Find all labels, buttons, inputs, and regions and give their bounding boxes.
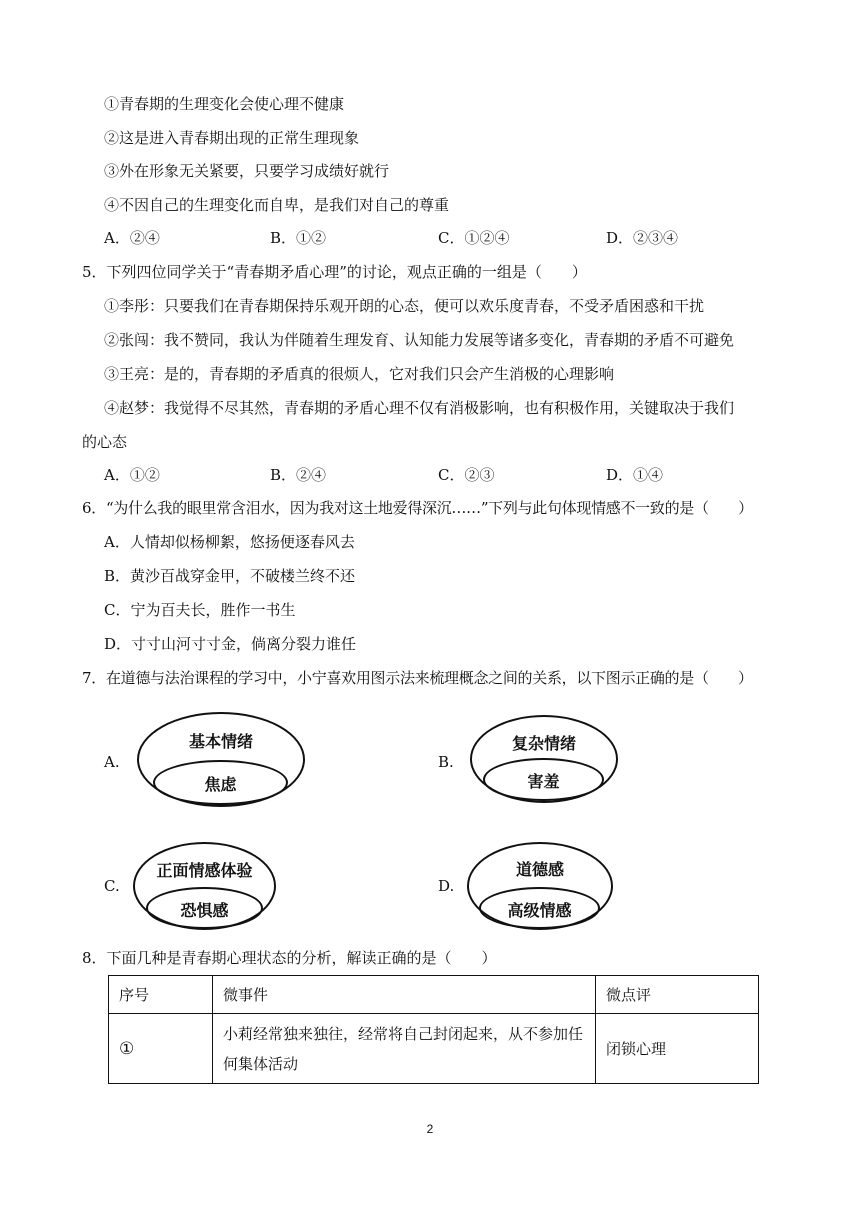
q7-diagram-a-label: A.: [104, 753, 120, 771]
table-header-cell: 微事件: [213, 976, 596, 1014]
q7-diagram-c-label: C.: [104, 877, 120, 895]
table-cell: 小莉经常独来独往，经常将自己封闭起来，从不参加任何集体活动: [213, 1014, 596, 1084]
q7-stem: 7．在道德与法治课程的学习中，小宁喜欢用图示法来梳理概念之间的关系，以下图示正确的是（ ）: [82, 669, 753, 687]
q5-option-b: B．②④: [270, 466, 327, 484]
q7-diagram-b-outer-text: 复杂情绪: [511, 734, 576, 753]
table-header-cell: 序号: [109, 976, 213, 1014]
q6-option-c: C．宁为百夫长，胜作一书生: [104, 601, 296, 619]
q6-stem: 6．“为什么我的眼里常含泪水，因为我对这土地爱得深沉……”下列与此句体现情感不一致的是（ ）: [82, 499, 753, 517]
q4-option-c: C．①②④: [438, 229, 510, 247]
q5-item-4: ④赵梦：我觉得不尽其然，青春期的矛盾心理不仅有消极影响，也有积极作用，关键取决于我们: [104, 399, 735, 417]
q6-option-a: A．人情却似杨柳絮，悠扬便逐春风去: [104, 533, 355, 551]
q5-item-3: ③王亮：是的，青春期的矛盾真的很烦人，它对我们只会产生消极的心理影响: [104, 365, 615, 383]
q4-item-4: ④不因自己的生理变化而自卑，是我们对自己的尊重: [104, 196, 450, 214]
table-row: [109, 1014, 759, 1084]
q7-diagram-d-outer-text: 道德感: [515, 860, 564, 879]
q7-diagram-c-outer-text: 正面情感体验: [156, 861, 253, 880]
q7-diagram-c-inner-text: 恐惧感: [180, 901, 229, 920]
table-header-row: [109, 976, 759, 1014]
table-header-cell: 微点评: [596, 976, 759, 1014]
q5-option-c: C．②③: [438, 466, 495, 484]
q7-diagram-b-inner-text: 害羞: [527, 772, 560, 791]
q8-table: [108, 975, 759, 1084]
q7-diagram-d-label: D.: [438, 877, 455, 895]
page-number: 2: [426, 1122, 434, 1136]
q7-diagram-a-outer-text: 基本情绪: [188, 732, 253, 751]
table-cell: 闭锁心理: [596, 1014, 759, 1084]
q4-item-3: ③外在形象无关紧要，只要学习成绩好就行: [104, 162, 390, 180]
table-cell: ①: [109, 1014, 213, 1084]
q5-item-2: ②张闯：我不赞同，我认为伴随着生理发育、认知能力发展等诸多变化，青春期的矛盾不可避免: [104, 331, 735, 349]
q4-option-b: B．①②: [270, 229, 327, 247]
q5-option-d: D．①④: [606, 466, 664, 484]
q4-item-1: ①青春期的生理变化会使心理不健康: [104, 95, 345, 113]
q4-option-d: D．②③④: [606, 229, 679, 247]
q4-item-2: ②这是进入青春期出现的正常生理现象: [104, 129, 360, 147]
q5-item-4-cont: 的心态: [82, 433, 128, 451]
q7-diagram-d-inner-text: 高级情感: [507, 901, 572, 920]
q4-option-a: A．②④: [104, 229, 160, 247]
q6-option-b: B．黄沙百战穿金甲，不破楼兰终不还: [104, 567, 356, 585]
q7-diagram-a-inner-text: 焦虑: [204, 775, 237, 794]
q5-option-a: A．①②: [104, 466, 160, 484]
q5-item-1: ①李彤：只要我们在青春期保持乐观开朗的心态，便可以欢乐度青春，不受矛盾困惑和干扰: [104, 297, 705, 315]
q5-stem: 5．下列四位同学关于“青春期矛盾心理”的讨论，观点正确的一组是（ ）: [82, 263, 587, 281]
q6-option-d: D．寸寸山河寸寸金，倘离分裂力谁任: [104, 635, 357, 653]
q8-stem: 8．下面几种是青春期心理状态的分析，解读正确的是（ ）: [82, 949, 497, 967]
q7-diagram-b-label: B.: [438, 753, 454, 771]
